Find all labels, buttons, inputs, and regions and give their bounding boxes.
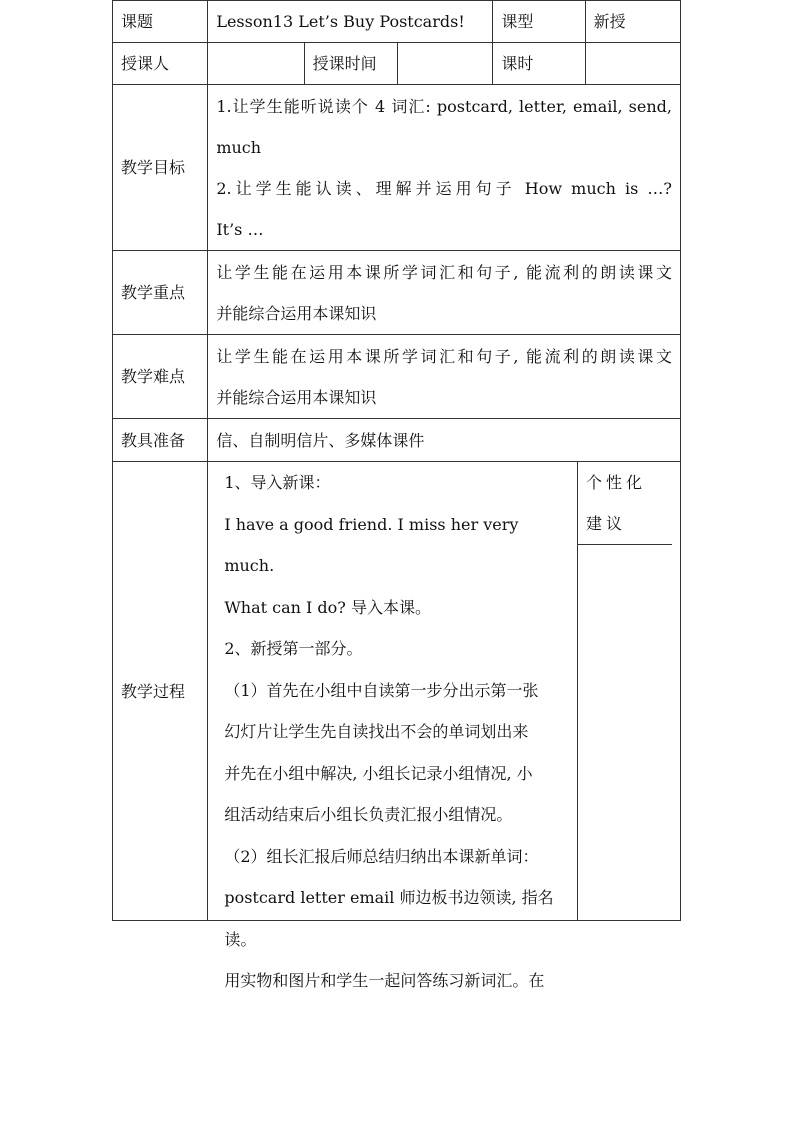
process-line: 用实物和图片和学生一起问答练习新词汇。在: [224, 971, 545, 990]
hours-label: 课时: [493, 43, 585, 85]
row-key-points: [113, 251, 681, 335]
teacher-label: 授课人: [113, 43, 208, 85]
suggestion-body: [578, 545, 672, 920]
goals-line: 1.让学生能听说读个 4 词汇: postcard, letter, email, send,: [216, 96, 672, 116]
process-line: What can I do? 导入本课。: [224, 597, 431, 617]
key-points-label: 教学重点: [113, 251, 208, 335]
row-process: [113, 462, 681, 921]
row-goals: [113, 85, 681, 251]
process-content: [216, 462, 577, 990]
process-line: 组活动结束后小组长负责汇报小组情况。: [224, 805, 513, 824]
row-teacher: [113, 43, 681, 85]
process-line: 1、导入新课：: [224, 473, 331, 492]
teacher-value: [208, 43, 304, 85]
goals-line: It’s …: [216, 219, 264, 239]
row-difficulties: [113, 335, 681, 419]
time-label: 授课时间: [304, 43, 397, 85]
row-materials: [113, 419, 681, 462]
goals-label: 教学目标: [113, 85, 208, 251]
suggestion-label: 个性化建议: [578, 462, 672, 545]
key-points-content: [208, 251, 681, 335]
process-line: I have a good friend. I miss her very much.: [224, 514, 519, 575]
difficulties-content: [208, 335, 681, 419]
title-value: Lesson13 Let’s Buy Postcards!: [208, 1, 493, 43]
key-points-line: 并能综合运用本课知识: [216, 303, 377, 323]
hours-value: [585, 43, 680, 85]
process-line: 2、新授第一部分。: [224, 639, 363, 658]
type-value: 新授: [585, 1, 680, 43]
difficulties-label: 教学难点: [113, 335, 208, 419]
goals-line: much: [216, 137, 262, 157]
lesson-plan-table: [112, 0, 681, 990]
goals-content: [208, 85, 681, 251]
process-body: [216, 462, 672, 990]
process-line: 幻灯片让学生先自读找出不会的单词划出来: [224, 722, 529, 741]
process-line: 并先在小组中解决, 小组长记录小组情况, 小: [224, 763, 533, 783]
materials-value: 信、自制明信片、多媒体课件: [208, 419, 681, 462]
suggestion-column: [577, 462, 672, 920]
materials-label: 教具准备: [113, 419, 208, 462]
process-line: （2）组长汇报后师总结归纳出本课新单词：: [224, 846, 539, 866]
process-cell: [208, 462, 681, 990]
process-label: 教学过程: [113, 462, 208, 921]
key-points-line: 让学生能在运用本课所学词汇和句子, 能流利的朗读课文: [216, 262, 672, 282]
row-title: [113, 1, 681, 43]
title-label: 课题: [113, 1, 208, 43]
process-line: postcard letter email 师边板书边领读, 指名读。: [224, 888, 554, 949]
difficulties-line: 让学生能在运用本课所学词汇和句子, 能流利的朗读课文: [216, 346, 672, 366]
type-label: 课型: [493, 1, 585, 43]
process-line: （1）首先在小组中自读第一步分出示第一张: [224, 680, 539, 700]
difficulties-line: 并能综合运用本课知识: [216, 387, 377, 407]
time-value: [397, 43, 492, 85]
goals-line: 2.让学生能认读、理解并运用句子 How much is …?: [216, 178, 672, 198]
